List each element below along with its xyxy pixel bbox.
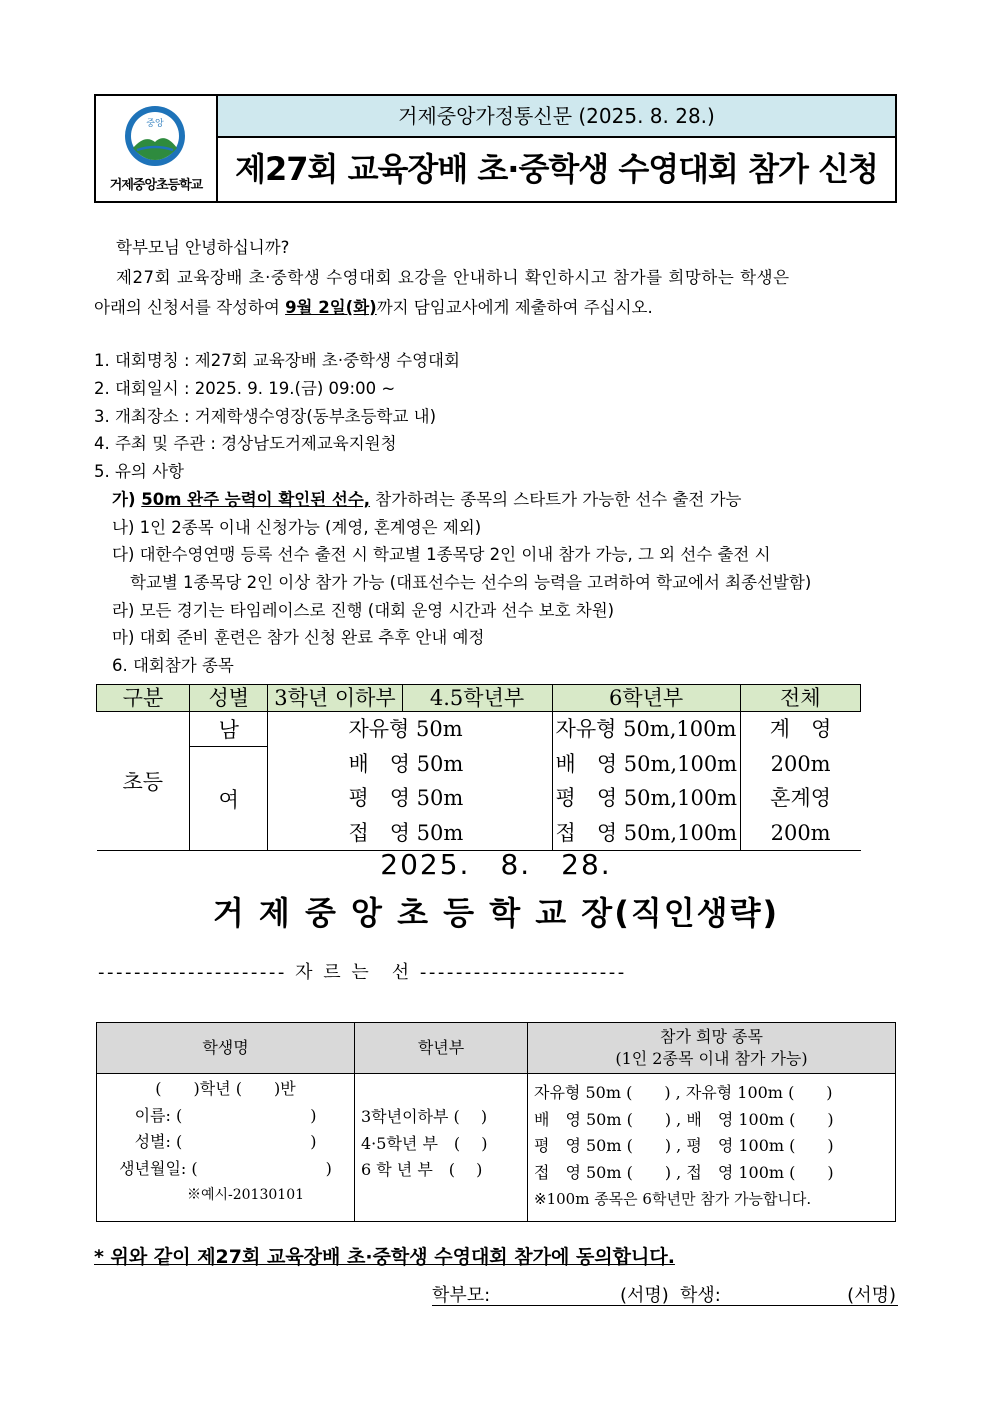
newsletter-label: 거제중앙가정통신문 (2025. 8. 28.) — [218, 96, 895, 138]
student-sign[interactable]: (서명) — [847, 1285, 896, 1306]
note-ra: 라) 모든 경기는 타임레이스로 진행 (대회 운영 시간과 선수 보호 차원) — [112, 601, 615, 620]
form-name-field[interactable]: 이름: ( ) — [134, 1105, 317, 1125]
form-birthdate-example: ※예시-20130101 — [186, 1187, 305, 1203]
col-grade-3: 3학년 이하부 — [268, 685, 402, 712]
page-title: 제27회 교육장배 초·중학생 수영대회 참가 신청 — [235, 150, 878, 188]
gender-male: 남 — [190, 712, 268, 747]
intro-line-1: 제27회 교육장배 초·중학생 수영대회 요강을 안내하니 확인하시고 참가를 희망하는 학생은 — [116, 268, 790, 287]
document-date: 2025. 8. 28. — [380, 848, 612, 881]
relay-3: 혼계영 — [770, 786, 832, 810]
col-grade-45: 4.5학년부 — [402, 685, 552, 712]
gender-female: 여 — [190, 747, 268, 851]
emblem-text: 중앙 — [146, 119, 164, 129]
application-form-table — [96, 1022, 896, 1222]
form-event-note: ※100m 종목은 6학년만 참가 가능합니다. — [534, 1190, 812, 1208]
greeting: 학부모님 안녕하십니까? — [116, 238, 290, 257]
form-birthdate-field[interactable]: 생년월일: ( ) — [119, 1158, 332, 1178]
event-6th-2: 배 영 50m,100m — [555, 751, 738, 776]
form-grade-cell[interactable] — [355, 1074, 528, 1222]
form-event-butterfly[interactable]: 접 영 50m ( ) , 접 영 100m ( ) — [534, 1162, 834, 1182]
event-table — [96, 684, 861, 851]
note-na: 나) 1인 2종목 이내 신청가능 (계영, 혼계영은 제외) — [112, 518, 482, 537]
events-lower-cell — [268, 712, 552, 851]
col-grade-6: 6학년부 — [552, 685, 740, 712]
item-1: 1. 대회명칭 : 제27회 교육장배 초·중학생 수영대회 — [94, 351, 460, 370]
note-ga-prefix: 가) — [112, 490, 142, 509]
school-name-logo-text: 거제중앙초등학교 — [109, 178, 203, 193]
events-6th-cell — [552, 712, 740, 851]
parent-label: 학부모: — [432, 1285, 491, 1306]
relay-2: 200m — [770, 751, 831, 776]
form-class-field[interactable]: ( )학년 ( )반 — [155, 1079, 296, 1098]
intro-line-2a: 아래의 신청서를 작성하여 — [94, 298, 286, 317]
col-overall: 전체 — [740, 685, 860, 712]
col-division: 구분 — [97, 685, 190, 712]
form-grade-option-45[interactable]: 4·5학년 부 ( ) — [361, 1133, 488, 1153]
school-emblem-icon — [123, 104, 187, 168]
event-lower-2: 배 영 50m — [348, 751, 464, 776]
item-6: 6. 대회참가 종목 — [112, 656, 234, 675]
principal-signature-line: 거 제 중 앙 초 등 학 교 장(직인생략) — [212, 894, 780, 932]
item-3: 3. 개최장소 : 거제학생수영장(동부초등학교 내) — [94, 407, 437, 426]
cut-line: --------------------- 자 르 는 선 ----------------------- — [98, 962, 627, 983]
form-events-cell[interactable] — [528, 1074, 896, 1222]
form-grade-option-3[interactable]: 3학년이하부 ( ) — [361, 1107, 488, 1126]
relays-cell — [740, 712, 860, 851]
item-2: 2. 대회일시 : 2025. 9. 19.(금) 09:00 ~ — [94, 379, 396, 398]
form-event-freestyle[interactable]: 자유형 50m ( ) , 자유형 100m ( ) — [534, 1083, 833, 1102]
item-4: 4. 주최 및 주관 : 경상남도거제교육지원청 — [94, 434, 397, 453]
form-grade-option-6[interactable]: 6 학 년 부 ( ) — [361, 1160, 483, 1179]
note-da-2: 학교별 1종목당 2인 이상 참가 가능 (대표선수는 선수의 능력을 고려하여 학교에서 최종선발함) — [130, 573, 812, 592]
note-ga-rest: 참가하려는 종목의 스타트가 가능한 선수 출전 가능 — [370, 490, 742, 509]
intro-line-2 — [94, 294, 653, 318]
relay-4: 200m — [770, 820, 831, 845]
form-event-breaststroke[interactable]: 평 영 50m ( ) , 평 영 100m ( ) — [534, 1136, 834, 1155]
event-6th-4: 접 영 50m,100m — [555, 820, 738, 845]
event-lower-3: 평 영 50m — [348, 786, 464, 810]
note-ga-emphasis: 50m 완주 능력이 확인된 선수, — [141, 490, 371, 509]
student-label: 학생: — [680, 1285, 721, 1306]
form-col-events-sub: (1인 2종목 이내 참가 가능) — [615, 1049, 808, 1068]
note-ga — [112, 486, 741, 510]
form-student-cell[interactable] — [97, 1074, 355, 1222]
event-6th-3: 평 영 50m,100m — [555, 786, 738, 810]
intro-line-2b: 까지 담임교사에게 제출하여 주십시오. — [376, 298, 653, 317]
col-gender: 성별 — [190, 685, 268, 712]
form-col-student: 학생명 — [97, 1023, 355, 1074]
note-ma: 마) 대회 준비 훈련은 참가 신청 완료 추후 안내 예정 — [112, 628, 485, 647]
agreement-statement: * 위와 같이 제27회 교육장배 초·중학생 수영대회 참가에 동의합니다. — [94, 1246, 675, 1268]
form-col-events — [528, 1023, 896, 1074]
division-cell: 초등 — [97, 712, 190, 851]
form-col-events-title: 참가 희망 종목 — [660, 1027, 763, 1046]
deadline: 9월 2일(화) — [285, 298, 377, 317]
item-5: 5. 유의 사항 — [94, 462, 184, 481]
form-col-grade: 학년부 — [355, 1023, 528, 1074]
event-6th-1: 자유형 50m,100m — [555, 717, 737, 741]
event-lower-1: 자유형 50m — [348, 717, 463, 741]
note-da-1: 다) 대한수영연맹 등록 선수 출전 시 학교별 1종목당 2인 이내 참가 가능, 그 외 선수 출전 시 — [112, 545, 771, 564]
form-event-backstroke[interactable]: 배 영 50m ( ) , 배 영 100m ( ) — [534, 1109, 834, 1129]
relay-1: 계 영 — [769, 717, 832, 741]
school-logo — [96, 96, 218, 201]
header-box — [94, 94, 897, 203]
signature-line[interactable] — [432, 1281, 898, 1306]
form-gender-field[interactable]: 성별: ( ) — [134, 1132, 317, 1151]
parent-sign[interactable]: (서명) — [620, 1285, 669, 1306]
event-lower-4: 접 영 50m — [348, 820, 464, 845]
event-table-header — [97, 685, 861, 712]
